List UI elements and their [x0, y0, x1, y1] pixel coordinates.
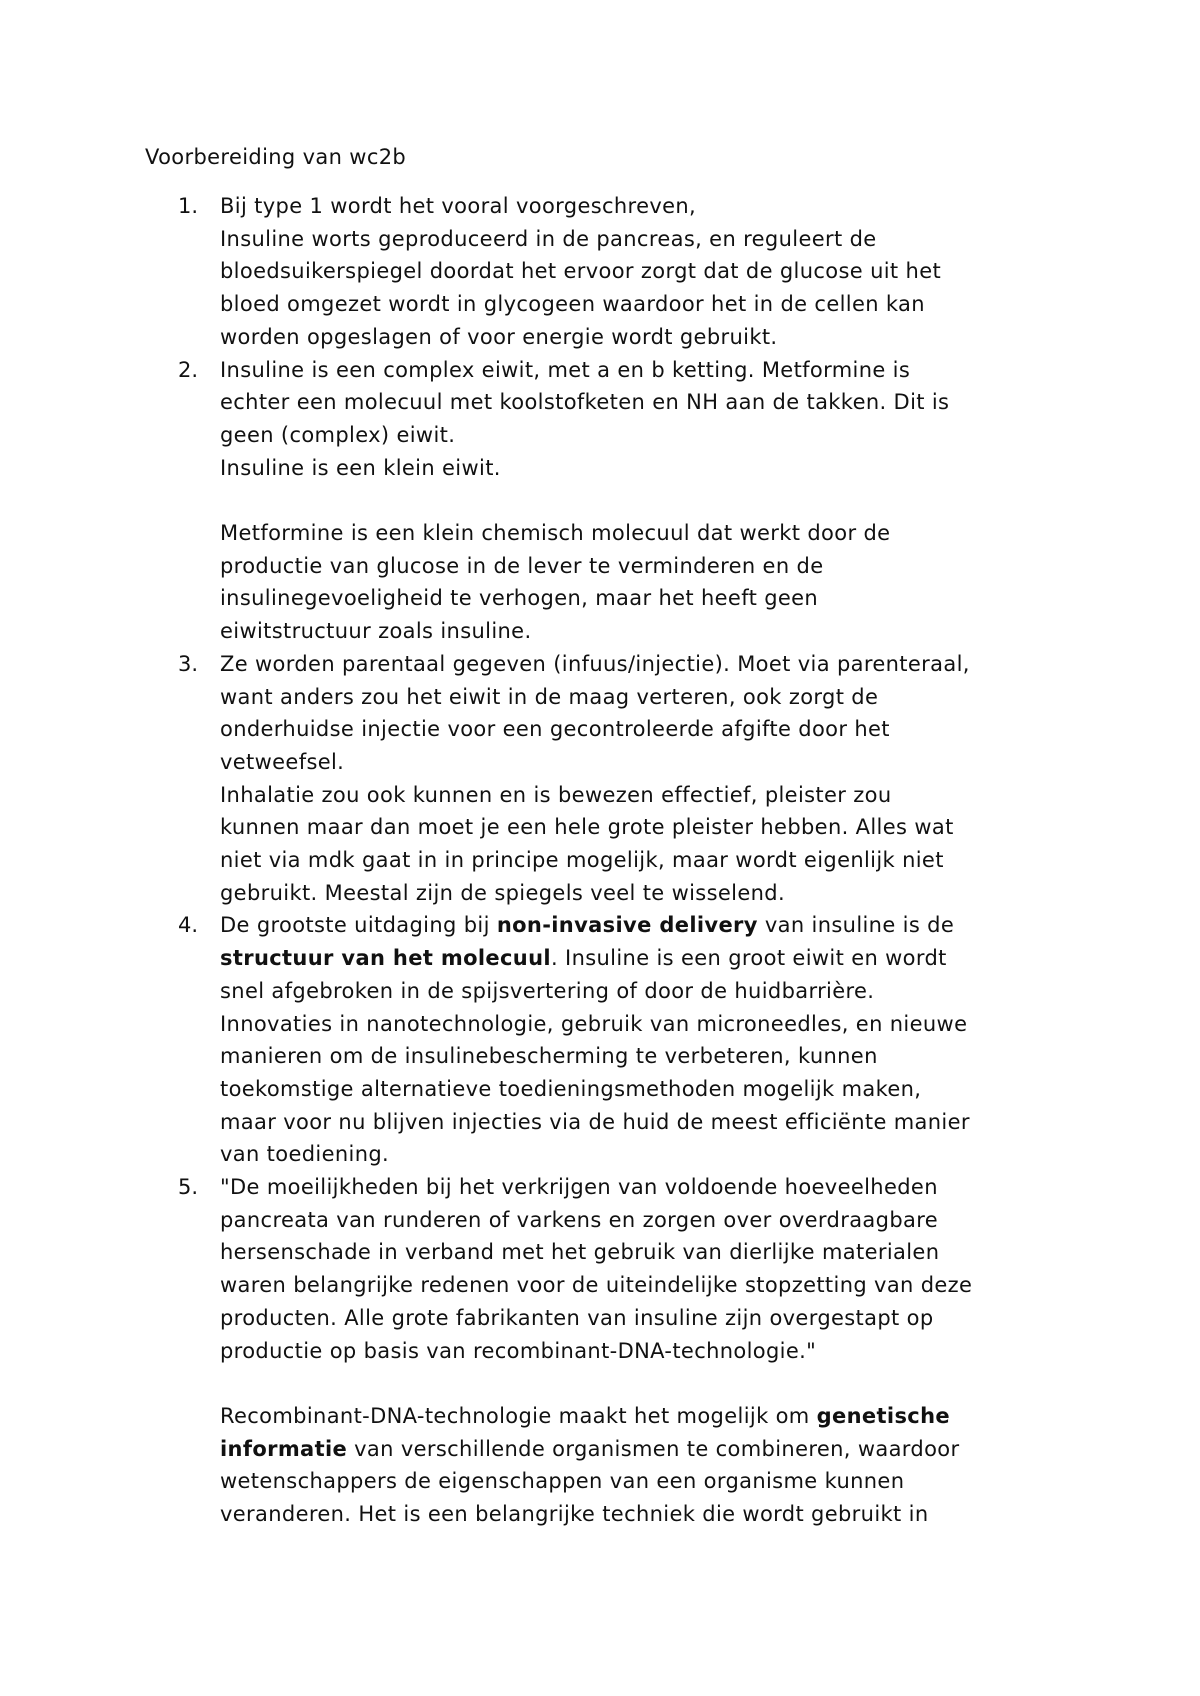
- text-line: [220, 1400, 1060, 1433]
- list-number: 4.: [178, 913, 199, 938]
- bold-term: non-invasive delivery: [496, 913, 758, 938]
- text-line: [220, 1433, 1060, 1466]
- item-text: [220, 354, 1060, 648]
- text-line: niet via mdk gaat in in principe mogelijk, maar wordt eigenlijk niet: [220, 848, 944, 873]
- text-line: wetenschappers de eigenschappen van een organisme kunnen: [220, 1469, 905, 1494]
- text-line: van toediening.: [220, 1142, 390, 1167]
- item-text: [220, 648, 1060, 910]
- text-line: pancreata van runderen of varkens en zorgen over overdraagbare: [220, 1207, 939, 1232]
- list-item: [0, 354, 1200, 648]
- bold-term: informatie: [220, 1436, 348, 1461]
- text-line: insulinegevoeligheid te verhogen, maar het heeft geen: [220, 586, 819, 611]
- text-line: worden opgeslagen of voor energie wordt gebruikt.: [220, 324, 778, 349]
- item-text: [220, 190, 1060, 354]
- text-line: productie op basis van recombinant-DNA-technologie.": [220, 1338, 817, 1363]
- text-line: manieren om de insulinebescherming te verbeteren, kunnen: [220, 1044, 878, 1069]
- text-line: Ze worden parentaal gegeven (infuus/injectie). Moet via parenteraal,: [220, 651, 970, 676]
- text-line: [220, 942, 1060, 975]
- text-line: veranderen. Het is een belangrijke techniek die wordt gebruikt in: [220, 1502, 929, 1527]
- text-line: echter een molecuul met koolstofketen en NH aan de takken. Dit is: [220, 390, 950, 415]
- text-line: [220, 909, 1060, 942]
- text-line: bloed omgezet wordt in glycogeen waardoor het in de cellen kan: [220, 292, 925, 317]
- list-item: [0, 909, 1200, 1171]
- text-line: Insuline is een klein eiwit.: [220, 455, 501, 480]
- list-number: 1.: [178, 194, 199, 218]
- list-item: [0, 190, 1200, 354]
- text-line: onderhuidse injectie voor een gecontroleerde afgifte door het: [220, 717, 890, 742]
- text-line: gebruikt. Meestal zijn de spiegels veel te wisselend.: [220, 880, 785, 905]
- bold-term: structuur van het molecuul: [220, 946, 551, 971]
- text-run: Recombinant-DNA-technologie maakt het mogelijk om: [220, 1403, 817, 1428]
- bold-term: genetische: [816, 1403, 950, 1428]
- text-line: snel afgebroken in de spijsvertering of door de huidbarrière.: [220, 978, 875, 1003]
- numbered-list: [0, 190, 1200, 1531]
- text-line: productie van glucose in de lever te verminderen en de: [220, 553, 824, 578]
- text-line: producten. Alle grote fabrikanten van insuline zijn overgestapt op: [220, 1305, 934, 1330]
- text-line: Innovaties in nanotechnologie, gebruik van microneedles, en nieuwe: [220, 1011, 968, 1036]
- text-run: De grootste uitdaging bij: [220, 913, 497, 938]
- text-line: Inhalatie zou ook kunnen en is bewezen effectief, pleister zou: [220, 782, 892, 807]
- text-run: van verschillende organismen te combineren, waardoor: [347, 1436, 960, 1461]
- list-item: [0, 1171, 1200, 1531]
- text-run: . Insuline is een groot eiwit en wordt: [550, 946, 947, 971]
- item-text: [220, 909, 1060, 1171]
- list-item: [0, 648, 1200, 910]
- text-line: Insuline is een complex eiwit, met a en b ketting. Metformine is: [220, 357, 911, 382]
- text-run: van insuline is de: [757, 913, 955, 938]
- blank-line: [220, 484, 1060, 517]
- list-number: 5.: [178, 1175, 199, 1200]
- text-line: waren belangrijke redenen voor de uiteindelijke stopzetting van deze: [220, 1273, 973, 1298]
- text-line: kunnen maar dan moet je een hele grote pleister hebben. Alles wat: [220, 815, 954, 840]
- text-line: eiwitstructuur zoals insuline.: [220, 619, 532, 644]
- text-line: vetweefsel.: [220, 749, 345, 774]
- list-number: 3.: [178, 651, 199, 676]
- document-title: Voorbereiding van wc2b: [145, 145, 407, 169]
- text-line: Insuline worts geproduceerd in de pancreas, en reguleert de: [220, 226, 877, 251]
- text-line: bloedsuikerspiegel doordat het ervoor zorgt dat de glucose uit het: [220, 259, 942, 284]
- text-line: hersenschade in verband met het gebruik van dierlijke materialen: [220, 1240, 940, 1265]
- item-text: [220, 1171, 1060, 1531]
- blank-line: [220, 1367, 1060, 1400]
- text-line: "De moeilijkheden bij het verkrijgen van voldoende hoeveelheden: [220, 1175, 938, 1200]
- text-line: want anders zou het eiwit in de maag verteren, ook zorgt de: [220, 684, 879, 709]
- text-line: maar voor nu blijven injecties via de huid de meest efficiënte manier: [220, 1109, 970, 1134]
- text-line: toekomstige alternatieve toedieningsmethoden mogelijk maken,: [220, 1076, 922, 1101]
- list-number: 2.: [178, 357, 199, 382]
- text-line: Bij type 1 wordt het vooral voorgeschreven,: [220, 194, 697, 218]
- text-line: Metformine is een klein chemisch molecuul dat werkt door de: [220, 521, 891, 546]
- text-line: geen (complex) eiwit.: [220, 422, 456, 447]
